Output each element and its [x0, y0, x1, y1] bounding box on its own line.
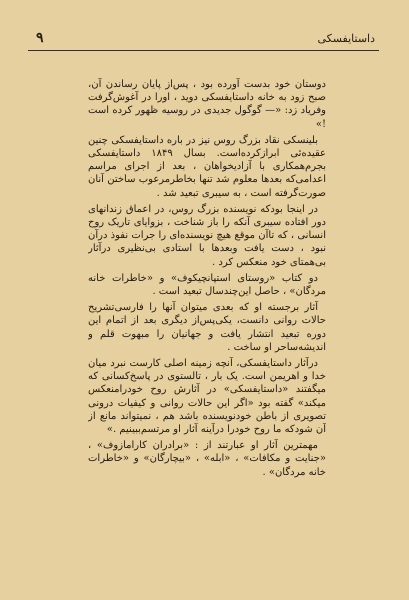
paragraph: آثار برجسته او که بعدی میتوان آنها را فارسی‌تشریح حالات روانی دانست، یکی‌پس‌از دیگری بعد از اتمام این دوره تبعید انتشار یافت و جهانیان را مبهوت قلم و اندیشه‌ساحر او ساخت .: [88, 302, 326, 353]
running-title: داستایفسکی: [317, 32, 375, 45]
paragraph: بلینسکی نقاد بزرگ روس نیز در باره داستایفسکی چنین عقیده‌ئی ابرازکرده‌است. بسال ۱۸۴۹ داستایفسکی بجرم‌همکاری با آزادیخواهان ، بعد از اجرای مراسم اعدامی‌که بعدها معلوم شد تنها بخاطرمرعوب ساختن آنان صورت‌گرفته است ، به سیبری تبعید شد .: [88, 134, 326, 199]
paragraph: دوستان خود بدست آورده بود ، پس‌از پایان رساندن آن، صبح زود به خانه داستایفسکی دوید ، اورا در آغوش‌گرفت وفریاد زد: «— گوگول جدیدی در روسیه ظهور کرده است !»: [88, 79, 326, 130]
paragraph: دو کتاب «روستای استپانچیکوف» و «خاطرات خانه مردگان» ، حاصل این‌چندسال تبعید است .: [88, 272, 326, 298]
body-text: [88, 78, 326, 578]
paragraph: مهمترین آثار او عبارتند از : «برادران کارامازوف» ، «جنایت و مکافات» ، «ابله» ، «بیچارگان» و «خاطرات خانه مردگان» .: [88, 440, 326, 478]
paragraph: درآثار داستایفسکی، آنچه زمینه اصلی کارست نبرد میان خدا و اهریمن است. یک بار ، تالستوی در پاسخ‌کسانی که میگفتند «داستایفسکی» در آثارش روح خودرامنعکس میکند» گفته بود «اگر این حالات روانی و کیفیات درونی تصویری از باطن خودنویسنده باشد هم ، نمیتواند مانع از آن شودکه ما روح خودرا درآینه آثار او مرتسم‌ببینیم .»: [88, 358, 326, 436]
paragraph: در اینجا بودکه نویسنده بزرگ روس، در اعماق زندانهای دور افتاده سیبری آنکه را باز شناخت ، بزوایای تاریک روح انسانی ، که تاآن موقع هیچ نویسنده‌ای را جرات نفوذ درآن نبود ، دست یافت وبعدها با استادی بی‌نظیری درآثار بی‌همتای خود منعکس کرد .: [88, 203, 326, 268]
page-header: [28, 30, 379, 51]
page-number: ۹: [36, 30, 44, 46]
